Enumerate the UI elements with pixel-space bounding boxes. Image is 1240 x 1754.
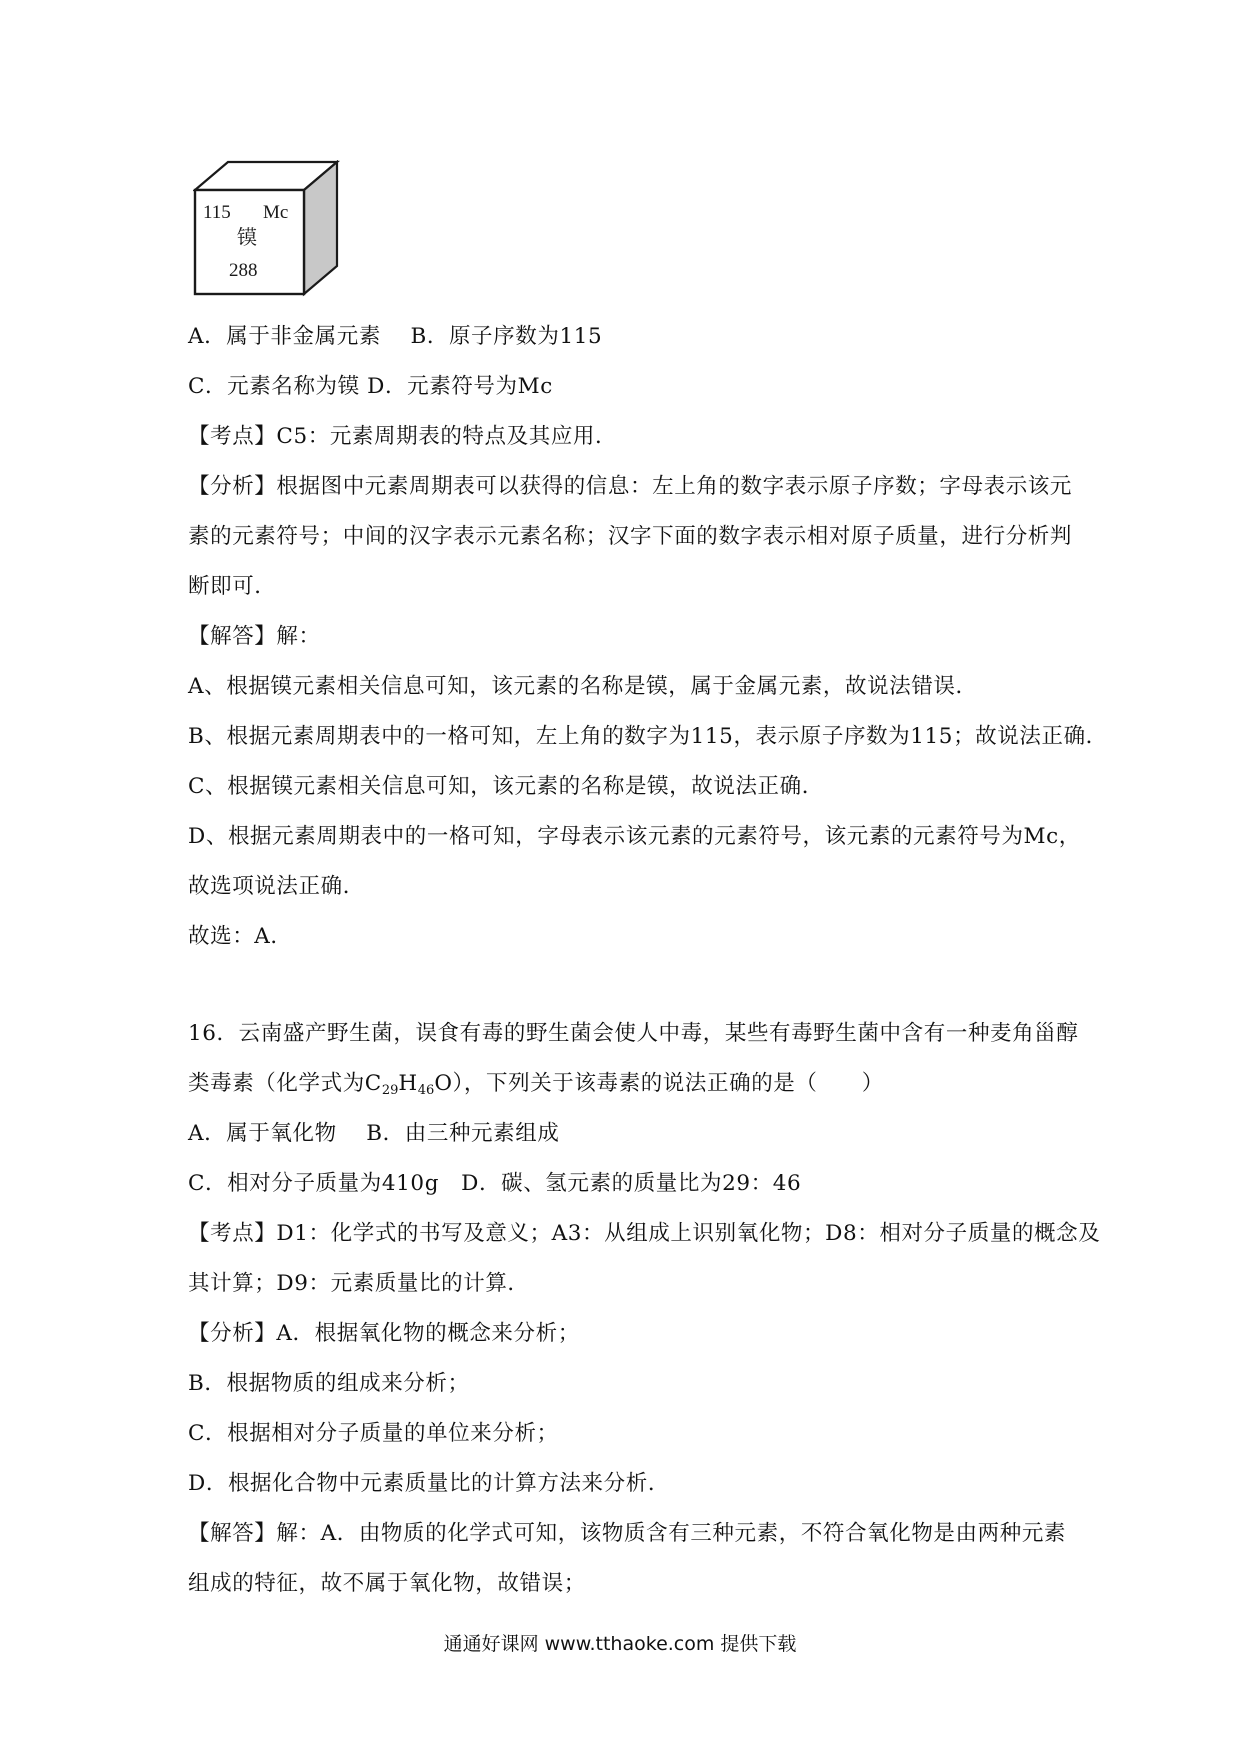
q16-stem-line-2 <box>188 1069 884 1106</box>
q15-fenxi-line-2: 素的元素符号；中间的汉字表示元素名称；汉字下面的数字表示相对原子质量，进行分析判 <box>188 524 1073 549</box>
q16-options-line-2: C．相对分子质量为410g D．碳、氢元素的质量比为29：46 <box>188 1171 802 1196</box>
tile-symbol: Mc <box>263 202 289 223</box>
q15-options-line-2: C．元素名称为镆 D．元素符号为Mc <box>188 374 553 399</box>
q16-fenxi-c: C．根据相对分子质量的单位来分析； <box>188 1421 559 1446</box>
q15-jieda-heading: 【解答】解： <box>188 624 321 649</box>
tile-mass: 288 <box>229 260 258 281</box>
periodic-table-element-tile <box>193 160 343 300</box>
tile-name: 镆 <box>237 227 257 249</box>
q16-options-line-1: A．属于氧化物 B．由三种元素组成 <box>188 1121 560 1146</box>
q16-stem-post: O），下列关于该毒素的说法正确的是（ ） <box>434 1071 884 1096</box>
q15-options-line-1: A．属于非金属元素 B．原子序数为115 <box>188 324 603 349</box>
q16-kaodian-line-2: 其计算；D9：元素质量比的计算． <box>188 1271 530 1296</box>
element-cube-image <box>193 160 343 300</box>
q16-stem-line-1: 16．云南盛产野生菌，误食有毒的野生菌会使人中毒，某些有毒野生菌中含有一种麦角甾醇 <box>188 1021 1079 1046</box>
tile-atomic-number: 115 <box>203 202 231 223</box>
q15-jieda-c: C、根据镆元素相关信息可知，该元素的名称是镆，故说法正确． <box>188 774 824 799</box>
q15-jieda-b: B、根据元素周期表中的一格可知，左上角的数字为115，表示原子序数为115；故说法正确． <box>188 724 1108 749</box>
q15-jieda-d-line-1: D、根据元素周期表中的一格可知，字母表示该元素的元素符号，该元素的元素符号为Mc， <box>188 824 1081 849</box>
q15-fenxi-line-3: 断即可． <box>188 574 277 599</box>
q15-jieda-a: A、根据镆元素相关信息可知，该元素的名称是镆，属于金属元素，故说法错误． <box>188 674 978 699</box>
formula-h: H <box>398 1071 418 1096</box>
q15-fenxi-line-1: 【分析】根据图中元素周期表可以获得的信息：左上角的数字表示原子序数；字母表示该元 <box>188 474 1073 499</box>
q15-jieda-d-line-2: 故选项说法正确． <box>188 874 365 899</box>
q16-jieda-line-1: 【解答】解：A．由物质的化学式可知，该物质含有三种元素，不符合氧化物是由两种元素 <box>188 1521 1067 1546</box>
q16-fenxi-d: D．根据化合物中元素质量比的计算方法来分析． <box>188 1471 670 1496</box>
q16-fenxi-b: B．根据物质的组成来分析； <box>188 1371 470 1396</box>
q16-jieda-line-2: 组成的特征，故不属于氧化物，故错误； <box>188 1571 586 1596</box>
formula-subscript-c: 29 <box>381 1083 399 1098</box>
formula-subscript-h: 46 <box>417 1083 435 1098</box>
page-footer: 通通好课网 www.tthaoke.com 提供下载 <box>443 1633 797 1655</box>
q16-fenxi-a: 【分析】A．根据氧化物的概念来分析； <box>188 1321 580 1346</box>
q15-kaodian: 【考点】C5：元素周期表的特点及其应用． <box>188 424 618 449</box>
q16-kaodian-line-1: 【考点】D1：化学式的书写及意义；A3：从组成上识别氧化物；D8：相对分子质量的概念及 <box>188 1221 1101 1246</box>
q16-stem-pre: 类毒素（化学式为C <box>188 1071 382 1096</box>
q15-answer: 故选：A． <box>188 924 293 949</box>
